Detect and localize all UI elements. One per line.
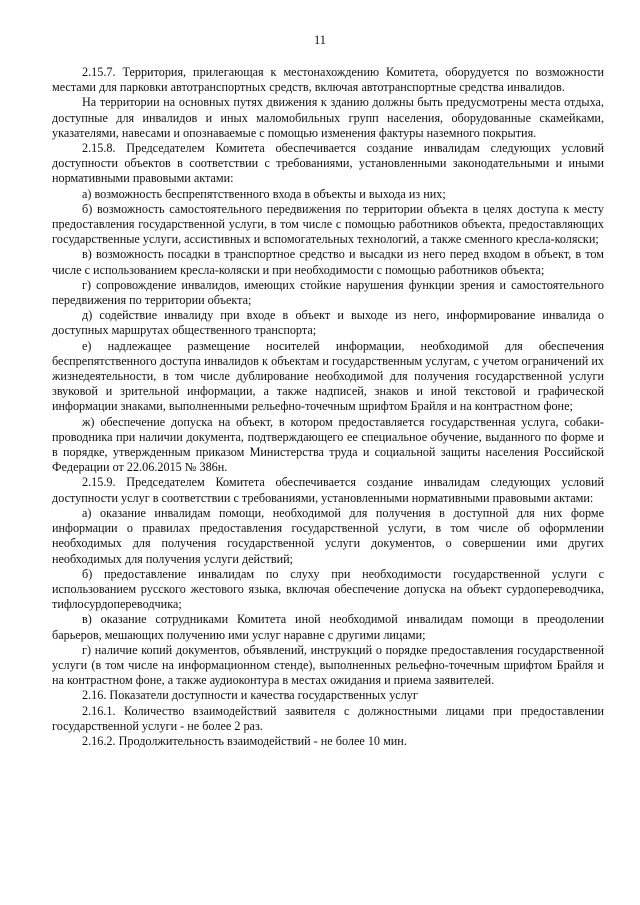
list-item-a: а) возможность беспрепятственного входа в объекты и выхода из них;: [82, 186, 446, 201]
section-heading-2-16: 2.16. Показатели доступности и качества государственных услуг: [82, 688, 418, 703]
list-item-zh: ж) обеспечение допуска на объект, в котором предоставляется государственная услуга, собаки-проводника при наличии документа, подтверждающего ее специальное обучение, выданного по форме и в порядке, утвержденным приказом Министерства труда и социальной защиты населения Российской Федерации от 22.06.2015 № 386н.: [52, 414, 604, 475]
list-item-a-2: а) оказание инвалидам помощи, необходимой для получения в доступной для них форме информации о правилах предоставления государственной услуги, в том числе об оформлении необходимых для получения государственной услуги документов, о совершении ими других необходимых для получения услуги действий;: [52, 505, 604, 566]
page-number: 11: [313, 33, 327, 47]
list-item-v-2: в) оказание сотрудниками Комитета иной необходимой инвалидам помощи в преодолении барьеров, мешающих получению ими услуг наравне с другими лицами;: [52, 612, 604, 642]
list-item-e: е) надлежащее размещение носителей информации, необходимой для обеспечения беспрепятственного доступа инвалидов к объектам и государственным услугам, с учетом ограничений их жизнедеятельности, в том числе дублирование необходимой для получения государственной услуги звуковой и зрительной информации, а также надписей, знаков и иной текстовой и графической информации знаками, выполненными рельефно-точечным шрифтом Брайля и на контрастном фоне;: [52, 338, 604, 414]
list-item-b-2: б) предоставление инвалидам по слуху при необходимости государственной услуги с использованием русского жестового языка, включая обеспечение допуска на объект сурдопереводчика, тифлосурдопереводчика;: [52, 566, 604, 612]
paragraph-2-16-2: 2.16.2. Продолжительность взаимодействий - не более 10 мин.: [82, 733, 407, 748]
list-item-d: д) содействие инвалиду при входе в объект и выходе из него, информирование инвалида о доступных маршрутах общественного транспорта;: [52, 308, 604, 338]
paragraph-2-15-8: 2.15.8. Председателем Комитета обеспечивается создание инвалидам следующих условий доступности объектов в соответствии с требованиями, установленными законодательными и иными нормативными правовыми актами:: [52, 141, 604, 186]
document-body: [52, 65, 604, 749]
paragraph-rest-areas: На территории на основных путях движения к зданию должны быть предусмотрены места отдыха, доступные для инвалидов и иных маломобильных групп населения, оборудованные скамейками, указателями, навесами и опознаваемые с помощью изменения фактуры наземного покрытия.: [52, 95, 604, 140]
list-item-b: б) возможность самостоятельного передвижения по территории объекта в целях доступа к месту предоставления государственной услуги, в том числе с помощью работников объекта, предоставляющих государственные услуги, ассистивных и вспомогательных технологий, а также сменного кресла-коляски;: [52, 201, 604, 247]
paragraph-2-15-9: 2.15.9. Председателем Комитета обеспечивается создание инвалидам следующих условий доступности услуг в соответствии с требованиями, установленными нормативными правовыми актами:: [52, 475, 604, 505]
paragraph-2-15-7: 2.15.7. Территория, прилегающая к местонахождению Комитета, оборудуется по возможности местами для парковки автотранспортных средств, включая автотранспортные средства инвалидов.: [52, 65, 604, 95]
paragraph-2-16-1: 2.16.1. Количество взаимодействий заявителя с должностными лицами при предоставлении государственной услуги - не более 2 раз.: [52, 703, 604, 733]
list-item-g: г) сопровождение инвалидов, имеющих стойкие нарушения функции зрения и самостоятельного передвижения по территории объекта;: [52, 277, 604, 308]
list-item-g-2: г) наличие копий документов, объявлений, инструкций о порядке предоставления государственной услуги (в том числе на информационном стенде), выполненных рельефно-точечным шрифтом Брайля и на контрастном фоне, а также аудиоконтура в местах ожидания и приема заявителей.: [52, 642, 604, 688]
list-item-v: в) возможность посадки в транспортное средство и высадки из него перед входом в объект, в том числе с использованием кресла-коляски и при необходимости с помощью работников объекта;: [52, 247, 604, 277]
